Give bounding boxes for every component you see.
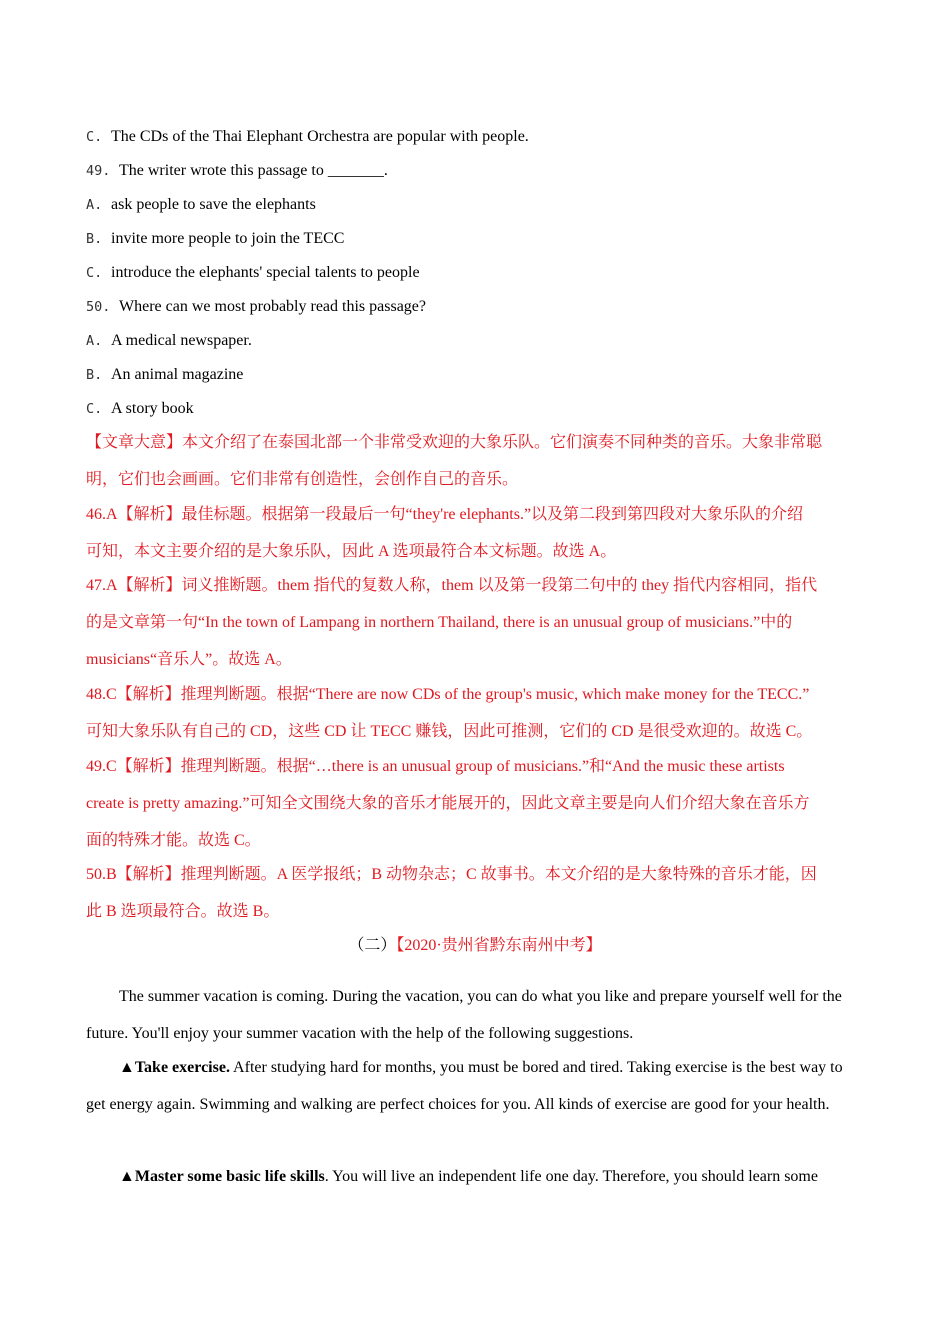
option-letter: C. (86, 265, 103, 281)
tip-text: After studying hard for months, you must be bored and tired. Taking exercise is the best way to get energy again. Swimming and walking are perfect choices for you. All kinds of exercise are good for your health. (86, 1059, 843, 1113)
question-number: 50. (86, 299, 111, 315)
tip-title: Master some basic life skills (134, 1168, 325, 1185)
summary-line-1: 【文章大意】本文介绍了在泰国北部一个非常受欢迎的大象乐队。它们演奏不同种类的音乐。大象非常聪 (86, 434, 823, 451)
answer-47-line-3: musicians“音乐人”。故选 A。 (86, 651, 292, 668)
answer-50-line-1: 50.B【解析】推理判断题。A 医学报纸；B 动物杂志；C 故事书。本文介绍的是大象特殊的音乐才能，因 (86, 866, 817, 883)
option-letter: B. (86, 231, 103, 247)
option-letter: C. (86, 401, 103, 417)
answer-49-line-2: create is pretty amazing.”可知全文围绕大象的音乐才能展开的，因此文章主要是向人们介绍大象在音乐方 (86, 795, 810, 812)
answer-48-line-2: 可知大象乐队有自己的 CD，这些 CD 让 TECC 赚钱，因此可推测，它们的 CD 是很受欢迎的。故选 C。 (86, 723, 813, 740)
answer-49-line-1: 49.C【解析】推理判断题。根据“…there is an unusual group of musicians.”和“And the music these artists (86, 758, 785, 775)
question-stem: The writer wrote this passage to _______. (119, 162, 388, 179)
tip-life-skills (86, 1158, 864, 1195)
q50-option-a (86, 331, 866, 351)
answer-47-line-2: 的是文章第一句“In the town of Lampang in northern Thailand, there is an unusual group of musicians.”中的 (86, 614, 793, 631)
option-letter: A. (86, 197, 103, 213)
answer-46-line-1: 46.A【解析】最佳标题。根据第一段最后一句“they're elephants.”以及第二段到第四段对大象乐队的介绍 (86, 506, 804, 523)
option-text: The CDs of the Thai Elephant Orchestra are popular with people. (111, 128, 529, 145)
option-text: A story book (111, 400, 194, 417)
q49-option-a (86, 195, 866, 215)
answer-49-line-3: 面的特殊才能。故选 C。 (86, 832, 261, 849)
question-number: 49. (86, 163, 111, 179)
section-prefix: （二） (348, 937, 397, 954)
tip-text: . You will live an independent life one day. Therefore, you should learn some (324, 1168, 818, 1185)
option-text: invite more people to join the TECC (111, 230, 345, 247)
q50-option-b (86, 365, 866, 385)
option-text: ask people to save the elephants (111, 196, 316, 213)
option-text: A medical newspaper. (111, 332, 252, 349)
summary-line-2: 明，它们也会画画。它们非常有创造性，会创作自己的音乐。 (86, 471, 519, 488)
section-title: 【2020·贵州省黔东南州中考】 (396, 937, 602, 954)
question-49 (86, 161, 866, 181)
answer-48-line-1: 48.C【解析】推理判断题。根据“There are now CDs of the group's music, which make money for the TECC.” (86, 686, 810, 703)
answer-46-line-2: 可知，本文主要介绍的是大象乐队，因此 A 选项最符合本文标题。故选 A。 (86, 543, 617, 560)
option-letter: C. (86, 129, 103, 145)
passage-intro-text: The summer vacation is coming. During the vacation, you can do what you like and prepare yourself well for the future. You'll enjoy your summer vacation with the help of the following suggestions. (86, 988, 842, 1042)
tip-take-exercise (86, 1049, 864, 1123)
triangle-bullet-icon: ▲ (119, 1168, 135, 1185)
option-c-prev (86, 127, 866, 147)
option-text: introduce the elephants' special talents to people (111, 264, 420, 281)
passage-intro (86, 978, 864, 1052)
option-letter: B. (86, 367, 103, 383)
q49-option-b (86, 229, 866, 249)
answer-50-line-2: 此 B 选项最符合。故选 B。 (86, 903, 280, 920)
triangle-bullet-icon: ▲ (119, 1059, 135, 1076)
section-heading (0, 936, 950, 956)
option-letter: A. (86, 333, 103, 349)
question-stem: Where can we most probably read this passage? (119, 298, 426, 315)
tip-title: Take exercise. (134, 1059, 230, 1076)
option-text: An animal magazine (111, 366, 244, 383)
answer-47-line-1: 47.A【解析】词义推断题。them 指代的复数人称，them 以及第一段第二句中的 they 指代内容相同，指代 (86, 577, 818, 594)
question-50 (86, 297, 866, 317)
q49-option-c (86, 263, 866, 283)
q50-option-c (86, 399, 866, 419)
